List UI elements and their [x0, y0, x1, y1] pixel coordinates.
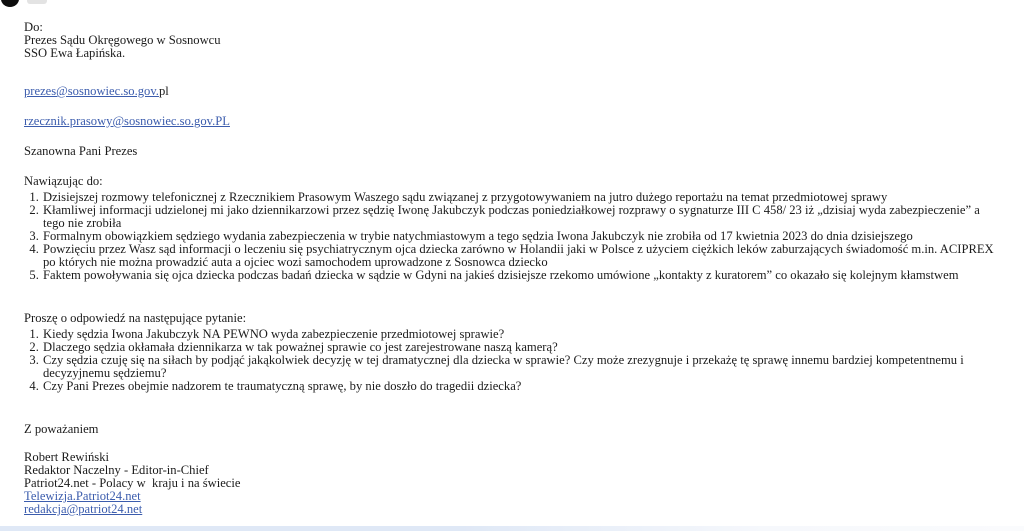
email-address-line-1 — [24, 85, 998, 98]
reference-item-4: 4. Powzięciu przez Wasz sąd informacji o leczeniu się psychiatrycznym ojca dziecka zarówno w Holandii jaki w Polsce z użyciem ciężkich leków zaburzających świadomość m.in. ACIPREX po których nie można prowadzić auta a ojciec wozi samochodem uprowadzone z Sosnowca dziecko — [42, 243, 998, 269]
recipient-institution: Prezes Sądu Okręgowego w Sosnowcu — [24, 33, 221, 47]
bottom-edge-bar — [0, 526, 1024, 531]
signature-block — [24, 451, 998, 516]
questions-intro: Proszę o odpowiedź na następujące pytanie: — [24, 311, 247, 325]
recipient-person: SSO Ewa Łapińska. — [24, 46, 126, 60]
question-item-4: 4. Czy Pani Prezes obejmie nadzorem te traumatyczną sprawę, by nie doszło do tragedii dziecka? — [42, 380, 998, 393]
reference-item-5: 5. Faktem powoływania się ojca dziecka podczas badań dziecka w sądzie w Gdyni na jakieś dzisiejsze rzekomo umówione „kontakty z kuratorem” co okazało się kolejnym kłamstwem — [42, 269, 998, 282]
question-item-2: 2. Dlaczego sędzia okłamała dziennikarza w tak poważnej sprawie co jest zarejestrowane naszą kamerą? — [42, 341, 998, 354]
valediction: Z poważaniem — [24, 422, 99, 436]
rzecznik-email-link[interactable]: rzecznik.prasowy@sosnowiec.so.gov.PL — [24, 114, 230, 128]
signature-title: Redaktor Naczelny - Editor-in-Chief — [24, 463, 209, 477]
question-item-1: 1. Kiedy sędzia Iwona Jakubczyk NA PEWNO wyda zabezpieczenie przedmiotowej sprawie? — [42, 328, 998, 341]
redakcja-email-link[interactable]: redakcja@patriot24.net — [24, 502, 143, 516]
reference-intro: Nawiązując do: — [24, 174, 103, 188]
cut-off-toolbar-fragment-icon — [27, 0, 47, 4]
signature-name: Robert Rewiński — [24, 450, 110, 464]
salutation: Szanowna Pani Prezes — [24, 144, 138, 158]
recipient-block — [24, 21, 998, 60]
reference-item-1: 1. Dzisiejszej rozmowy telefonicznej z Rzecznikiem Prasowym Waszego sądu związanej z przygotowywaniem na jutro dużego reportażu na temat przedmiotowej sprawy — [42, 191, 998, 204]
reference-item-3: 3. Formalnym obowiązkiem sędziego wydania zabezpieczenia w trybie natychmiastowym a tego sędzia Iwona Jakubczyk nie zrobiła od 17 kwietnia 2023 do dnia dzisiejszego — [42, 230, 998, 243]
question-item-3: 3. Czy sędzia czuję się na siłach by podjąć jakąkolwiek decyzję w tej dramatycznej dla dziecka w sprawie? Czy może zrezygnuje i przekażę tę sprawę innemu bardziej kompetentnemu i decyzyjnemu sędziemu? — [42, 354, 998, 380]
reference-list — [24, 191, 998, 282]
signature-org: Patriot24.net - Polacy w kraju i na świecie — [24, 476, 241, 490]
prezes-email-link[interactable]: prezes@sosnowiec.so.gov. — [24, 84, 159, 98]
questions-list — [24, 328, 998, 393]
to-label: Do: — [24, 20, 43, 34]
email-address-line-2 — [24, 115, 998, 128]
telewizja-patriot24-link[interactable]: Telewizja.Patriot24.net — [24, 489, 141, 503]
prezes-email-suffix: pl — [158, 84, 169, 98]
reference-item-2: 2. Kłamliwej informacji udzielonej mi jako dziennikarzowi przez sędzię Iwonę Jakubczyk podczas poniedziałkowej rozprawy o sygnaturze III C 458/ 23 iż „dzisiaj wyda zabezpieczenie” a tego nie zrobiła — [42, 204, 998, 230]
